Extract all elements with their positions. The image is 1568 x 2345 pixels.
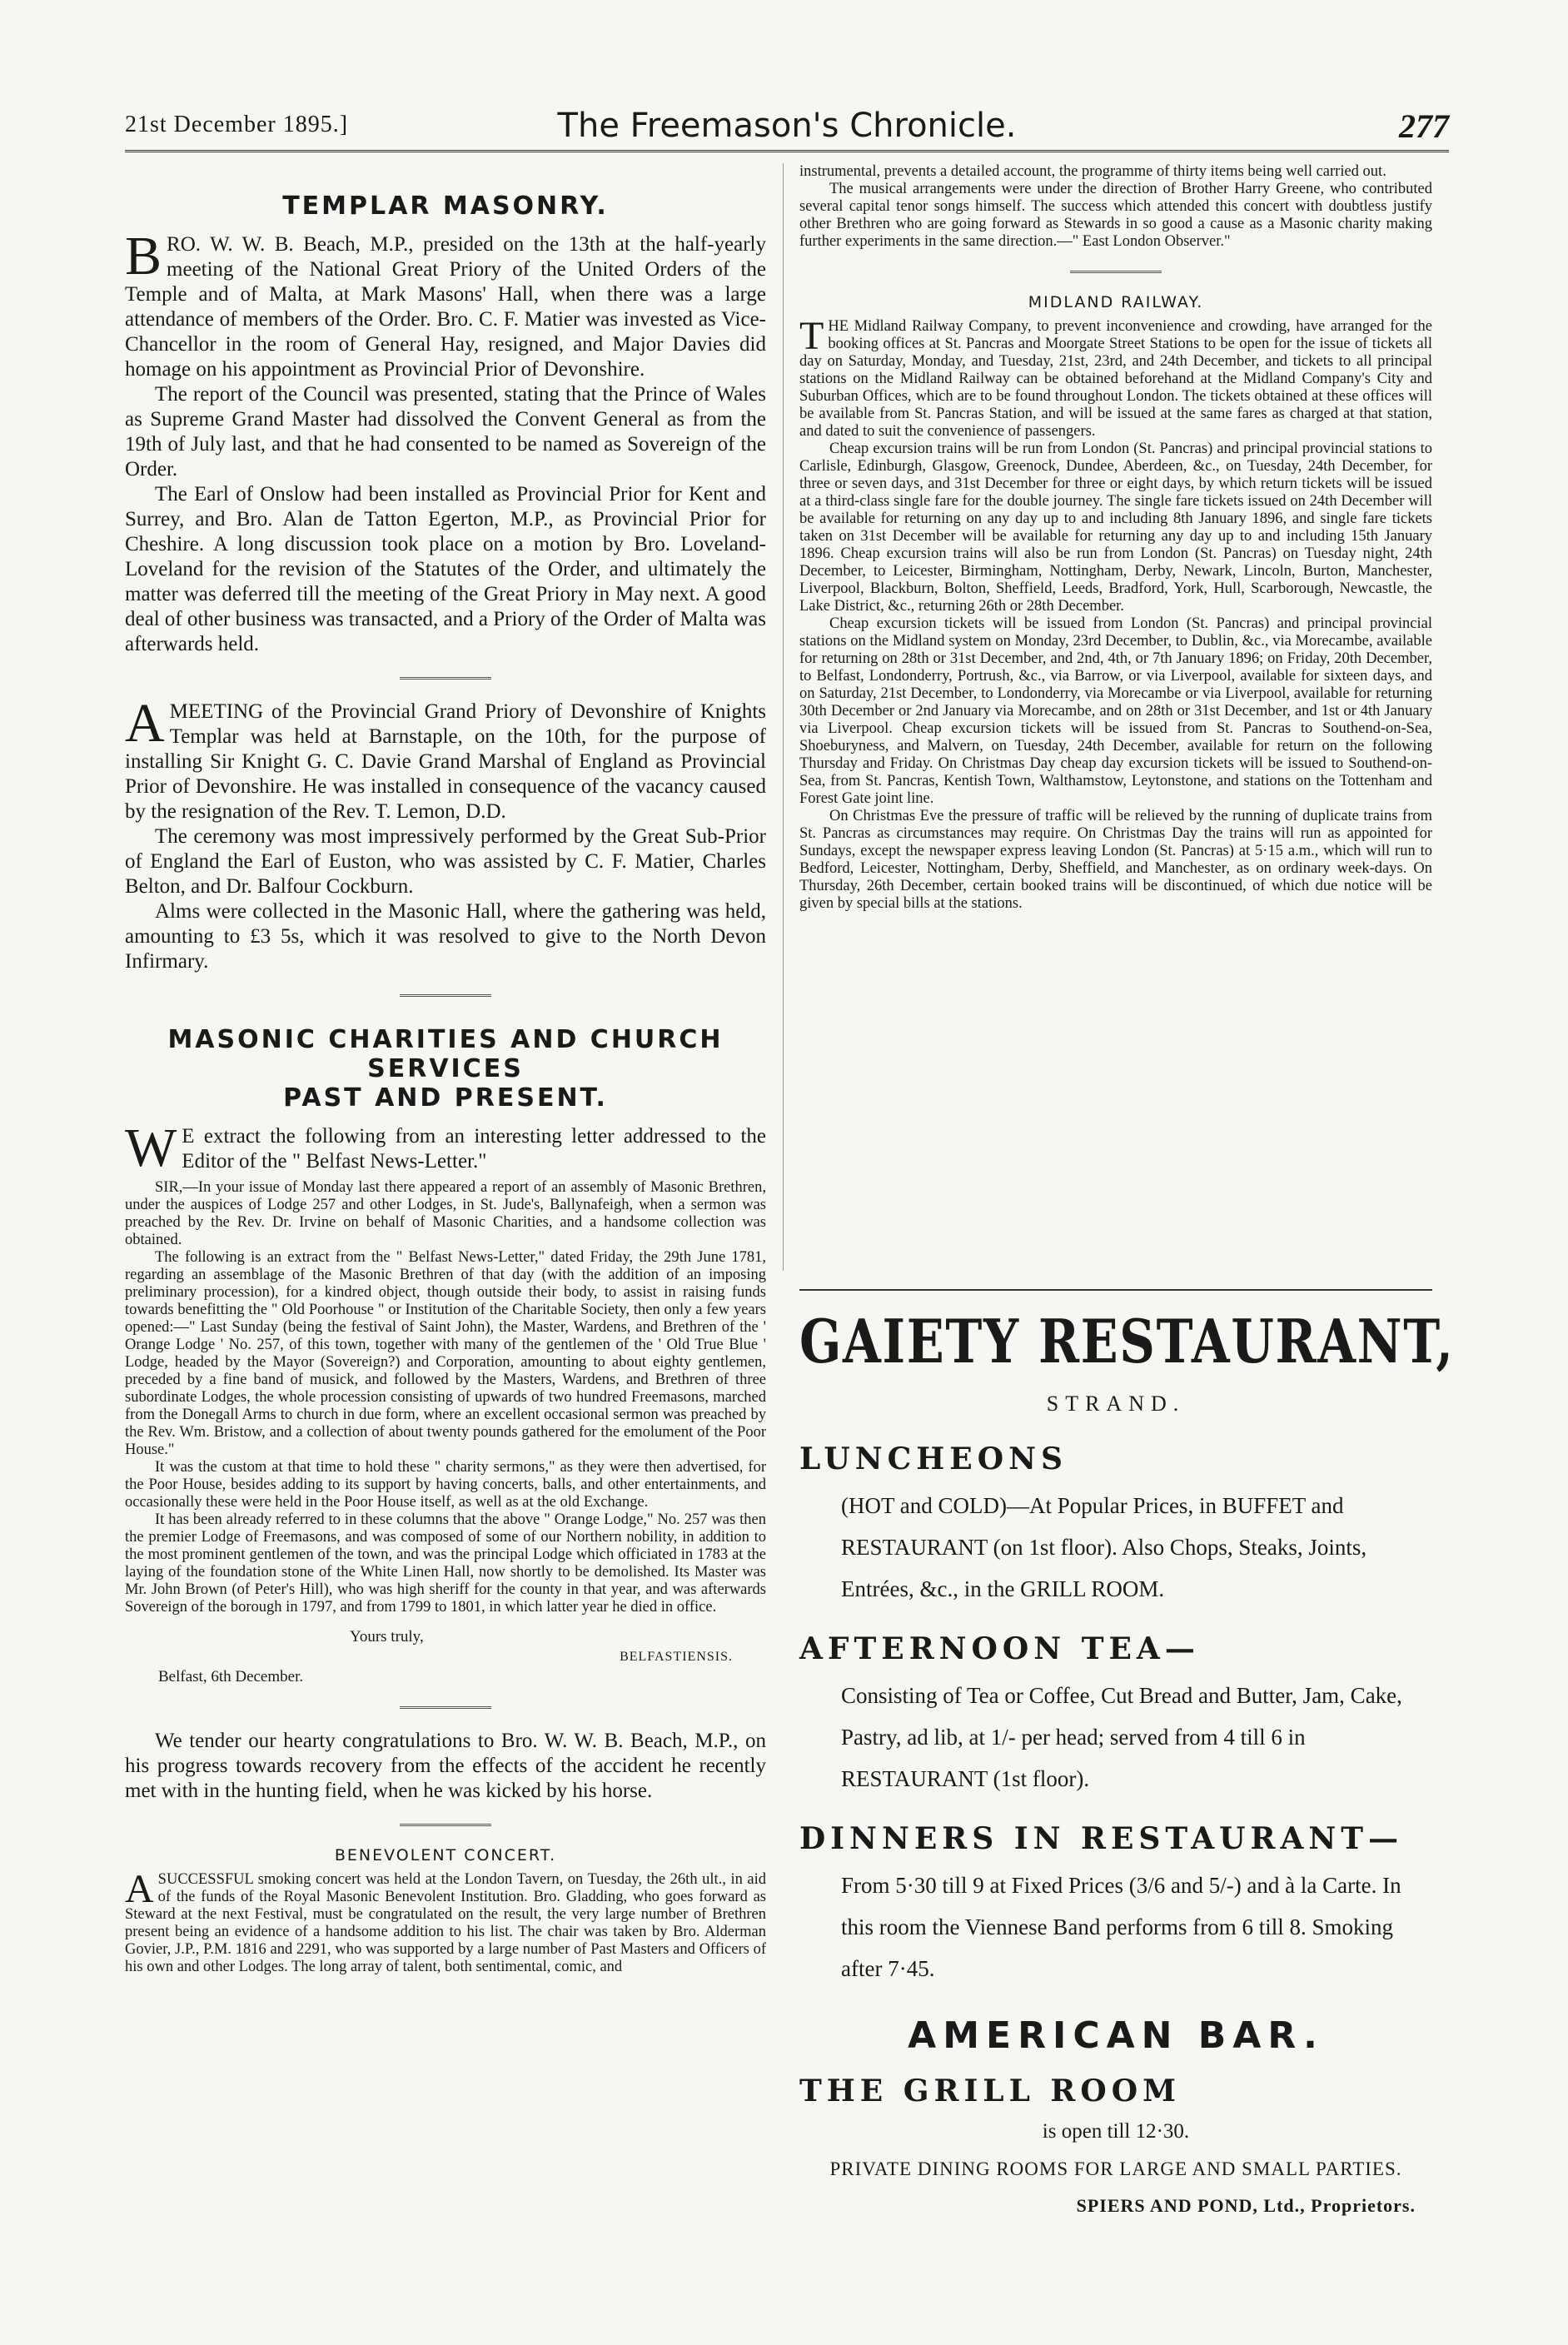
grill-room-heading: THE GRILL ROOM xyxy=(799,2074,1181,2109)
concert-continued-2: The musical arrangements were under the direction of Brother Harry Greene, who contributed several capital tenor songs himself. The success which attended this concert with doubtless justify other Brethren who are going forward as Stewards in so good a cause as a Masonic charity making further experiments in the same direction.—" East London Observer." xyxy=(799,181,1432,250)
templar-paragraph-6: Alms were collected in the Masonic Hall, where the gathering was held, amounting to £3 5s, which it was resolved to give to the North Devon Infirmary. xyxy=(125,900,766,973)
dinners-text: From 5·30 till 9 at Fixed Prices (3/6 and 5/-) and à la Carte. In this room the Viennese Band performs from 6 till 8. Smoking after 7·45. xyxy=(841,1873,1401,1981)
grill-room-hours: is open till 12·30. xyxy=(1042,2120,1190,2143)
beach-note: We tender our hearty congratulations to Bro. W. W. B. Beach, M.P., on his progress towards recovery from the effects of the accident he recently met with in the hunting field, when he was kicked by his horse. xyxy=(125,1730,766,1802)
left-column xyxy=(125,163,766,1976)
signature-place: Belfast, 6th December. xyxy=(158,1668,304,1685)
templar-paragraph-4 xyxy=(125,693,766,824)
templar-text-1: RO. W. W. B. Beach, M.P., presided on the 13th at the half-yearly meeting of the National Great Priory of the United Orders of the Temple and of Malta, at Mark Masons' Hall, when there was a large attendance of members of the Order. Bro. C. F. Matier was invested as Vice-Chancellor in the room of General Hay, resigned, and Major Davies did homage on his appointment as Provincial Prior of Devonshire. xyxy=(125,233,766,381)
closing-line: Yours truly, xyxy=(350,1628,424,1645)
templar-paragraph-3: The Earl of Onslow had been installed as Provincial Prior for Kent and Surrey, and Bro. Alan de Tatton Egerton, M.P., as Provincial Prior for Cheshire. A long discussion took place on a motion by Bro. Loveland-Loveland for the revision of the Statutes of the Order, and ultimately the matter was deferred till the meeting of the Great Priory in May next. A good deal of other business was transacted, and a Priory of the Order of Malta was afterwards held. xyxy=(125,483,766,655)
midland-paragraph-2: Cheap excursion trains will be run from London (St. Pancras) and principal provincial stations to Carlisle, Edinburgh, Glasgow, Greenock, Dundee, Aberdeen, &c., on Tuesday, 24th December, for three or seven days, and 31st December for three or eight days, by which return tickets will be issued at a third-class single fare for the double journey. The single fare tickets issued on 24th December will be available for returning on any day up to and including 8th January 1896, and single fare tickets taken on 31st December will be available for returning any day up to and including 15th January 1896. Cheap excursion trains will also be run from London (St. Pancras) on Tuesday night, 24th December, to Leicester, Birmingham, Nottingham, Derby, Newark, Lincoln, Burton, Manchester, Liverpool, Blackburn, Bolton, Sheffield, Leeds, Bradford, York, Hull, Scarborough, Newcastle, the Lake District, &c., returning 26th or 28th December. xyxy=(799,441,1432,615)
drop-cap: W xyxy=(125,1118,177,1178)
signature: BELFASTIENSIS. xyxy=(620,1650,733,1664)
midland-heading: MIDLAND RAILWAY. xyxy=(1028,293,1204,311)
american-bar: AMERICAN BAR. xyxy=(908,2014,1324,2057)
section-divider xyxy=(400,677,491,680)
charities-intro-text: E extract the following from an interesting letter addressed to the Editor of the " Belfast News-Letter." xyxy=(182,1125,766,1172)
newspaper-title: The Freemason's Chronicle. xyxy=(557,107,1017,145)
header-rule xyxy=(125,150,1449,152)
restaurant-location: STRAND. xyxy=(1046,1392,1186,1416)
concert-continued-1: instrumental, prevents a detailed account, the programme of thirty items being well carried out. xyxy=(799,163,1386,180)
templar-paragraph-5: The ceremony was most impressively performed by the Great Sub-Prior of England the Earl of Euston, who was assisted by C. F. Matier, Charles Belton, and Dr. Balfour Cockburn. xyxy=(125,825,766,898)
charities-intro xyxy=(125,1118,766,1178)
private-rooms: PRIVATE DINING ROOMS FOR LARGE AND SMALL PARTIES. xyxy=(829,2158,1402,2179)
midland-paragraph-4: On Christmas Eve the pressure of traffic will be relieved by the running of duplicate trains from St. Pancras as circumstances may require. On Christmas Day the trains will run as appointed for Sundays, except the newspaper express leaving London (St. Pancras) at 5·15 a.m., which will run to Bedford, Leicester, Nottingham, Derby, Sheffield, and Manchester, as on ordinary week-days. On Thursday, 26th December, certain booked trains will be discontinued, of which due notice will be given by special bills at the stations. xyxy=(799,808,1432,912)
section-divider xyxy=(1070,271,1162,273)
tea-heading: AFTERNOON TEA— xyxy=(799,1631,1200,1666)
drop-cap: B xyxy=(125,226,162,286)
section-divider xyxy=(400,1824,491,1826)
drop-cap: T xyxy=(799,314,824,358)
page-header xyxy=(125,107,1449,145)
issue-date: 21st December 1895.] xyxy=(125,112,349,137)
midland-text-1: HE Midland Railway Company, to prevent inconvenience and crowding, have arranged for the booking offices at St. Pancras and Moorgate Street Stations to be open for the issue of tickets all day on Saturday, Monday, and Tuesday, 21st, 23rd, and 24th December, and tickets to all principal stations on the Midland Railway can be obtained beforehand at the Midland Company's City and Suburban Offices, which are to be found throughout London. The tickets obtained at these offices will be available from St. Pancras Station, and will be issued at the same fares as charged at that station, and dated to suit the convenience of passengers. xyxy=(799,318,1432,440)
midland-paragraph-1 xyxy=(799,314,1432,441)
midland-paragraph-3: Cheap excursion tickets will be issued from London (St. Pancras) and principal provincial stations on the Midland system on Monday, 23rd December, to Dublin, &c., via Morecambe, available for returning on 28th or 31st December, and 2nd, 4th, or 7th January 1896; on Friday, 20th December, to Belfast, Londonderry, Portrush, &c., via Barrow, or via Liverpool, available for sixteen days, and on Saturday, 21st December, to Londonderry, via Morecambe or via Liverpool, available for returning 30th December or 2nd January via Morecambe, and on 28th or 31st December, and 1st or 4th January via Liverpool. Cheap excursion tickets will be issued from St. Pancras to Southend-on-Sea, Shoeburyness, and Malvern, on Tuesday, 24th December, available for return on the following Thursday and Friday. On Christmas Day cheap day excursion tickets will be issued to Southend-on-Sea, from St. Pancras, Kentish Town, Walthamstow, Leytonstone, and stations on the Tottenham and Forest Gate joint line. xyxy=(799,615,1432,807)
drop-cap: A xyxy=(125,693,165,754)
advert-rule xyxy=(799,1289,1432,1291)
templar-paragraph-1 xyxy=(125,226,766,382)
page-number: 277 xyxy=(1399,107,1449,145)
templar-heading: TEMPLAR MASONRY. xyxy=(282,192,609,221)
section-divider xyxy=(400,1706,491,1709)
charities-heading-line2: PAST AND PRESENT. xyxy=(283,1083,608,1113)
luncheons-heading: LUNCHEONS xyxy=(799,1441,1068,1476)
luncheons-text: (HOT and COLD)—At Popular Prices, in BUFFET and RESTAURANT (on 1st floor). Also Chops, Steaks, Joints, Entrées, &c., in the GRILL ROOM. xyxy=(841,1493,1367,1601)
right-column xyxy=(799,163,1432,913)
concert-heading: BENEVOLENT CONCERT. xyxy=(334,1846,557,1865)
charities-paragraph-4: It has been already referred to in these columns that the above " Orange Lodge," No. 257 was then the premier Lodge of Freemasons, and was composed of some of our Northern nobility, in addition to the most prominent gentlemen of the town, and was the principal Lodge which officiated in 1783 at the laying of the foundation stone of the White Linen Hall, now shortly to be demolished. Its Master was Mr. John Brown (of Peter's Hill), who was high sheriff for the county in that year, and was afterwards Sovereign of the borough in 1797, and from 1799 to 1801, in which latter year he died in office. xyxy=(125,1511,766,1616)
concert-paragraph-1 xyxy=(125,1867,766,1976)
tea-text: Consisting of Tea or Coffee, Cut Bread and Butter, Jam, Cake, Pastry, ad lib, at 1/- per head; served from 4 till 6 in RESTAURANT (1st floor). xyxy=(841,1683,1402,1791)
proprietors: SPIERS AND POND, Ltd., Proprietors. xyxy=(1076,2195,1416,2216)
restaurant-name: GAIETY RESTAURANT, xyxy=(799,1306,1455,1377)
column-divider xyxy=(783,163,784,1271)
dinners-heading: DINNERS IN RESTAURANT— xyxy=(799,1821,1404,1856)
drop-cap: A xyxy=(125,1867,154,1911)
charities-paragraph-2: The following is an extract from the " Belfast News-Letter," dated Friday, the 29th June 1781, regarding an assemblage of the Masonic Brethren of that day (with the addition of an imposing preliminary procession), for a kindred object, though outside their body, to assist in raising funds towards benefitting the " Old Poorhouse " or Institution of the Charitable Society, then only a few years opened:—" Last Sunday (being the festival of Saint John), the Master, Wardens, and Brethren of the ' Orange Lodge ' No. 257, of this town, together with many of the gentlemen of the ' Old True Blue ' Lodge, headed by the Mayor (Sovereign?) and Corporation, amounting to about eighty gentlemen, preceded by a fine band of musick, and followed by the Masters, Wardens, and Brethren of three subordinate Lodges, the whole procession consisting of upwards of two hundred Freemasons, marched from the Donegall Arms to church in due form, where an excellent occasional sermon was preached by the Rev. Wm. Bristow, and a collection of about twenty pounds gathered for the emolument of the Poor House." xyxy=(125,1249,766,1458)
charities-paragraph-1: SIR,—In your issue of Monday last there appeared a report of an assembly of Masonic Brethren, under the auspices of Lodge 257 and other Lodges, in St. Jude's, Ballynafeigh, when a sermon was preached by the Rev. Dr. Irvine on behalf of Masonic Charities, and a handsome collection was obtained. xyxy=(125,1179,766,1248)
gaiety-advertisement xyxy=(799,1274,1455,2217)
concert-text-1: SUCCESSFUL smoking concert was held at the London Tavern, on Tuesday, the 26th ult., in aid of the funds of the Royal Masonic Benevolent Institution. Bro. Gladding, who goes forward as Steward at the next Festival, must be congratulated on the result, the very large number of Brethren present being an evidence of a handsome addition to his list. The chair was taken by Bro. Alderman Govier, J.P., P.M. 1816 and 2291, who was supported by a large number of Past Masters and Officers of his own and other Lodges. The long array of talent, both sentimental, comic, and xyxy=(125,1871,766,1975)
charities-paragraph-3: It was the custom at that time to hold these " charity sermons," as they were then advertised, for the Poor House, besides adding to its support by having concerts, balls, and other entertainments, and occasionally these were held in the Poor House itself, as well as at the old Exchange. xyxy=(125,1459,766,1511)
templar-text-4: MEETING of the Provincial Grand Priory of Devonshire of Knights Templar was held at Barnstaple, on the 10th, for the purpose of installing Sir Knight G. C. Davie Grand Marshal of England as Provincial Prior of Devonshire. He was installed in consequence of the vacancy caused by the resignation of the Rev. T. Lemon, D.D. xyxy=(125,700,766,823)
charities-heading: MASONIC CHARITIES AND CHURCH SERVICES xyxy=(167,1025,724,1083)
section-divider xyxy=(400,994,491,997)
templar-paragraph-2: The report of the Council was presented, stating that the Prince of Wales as Supreme Grand Master had dissolved the Convent General as from the 19th of July last, and that he had consented to be named as Sovereign of the Order. xyxy=(125,383,766,480)
